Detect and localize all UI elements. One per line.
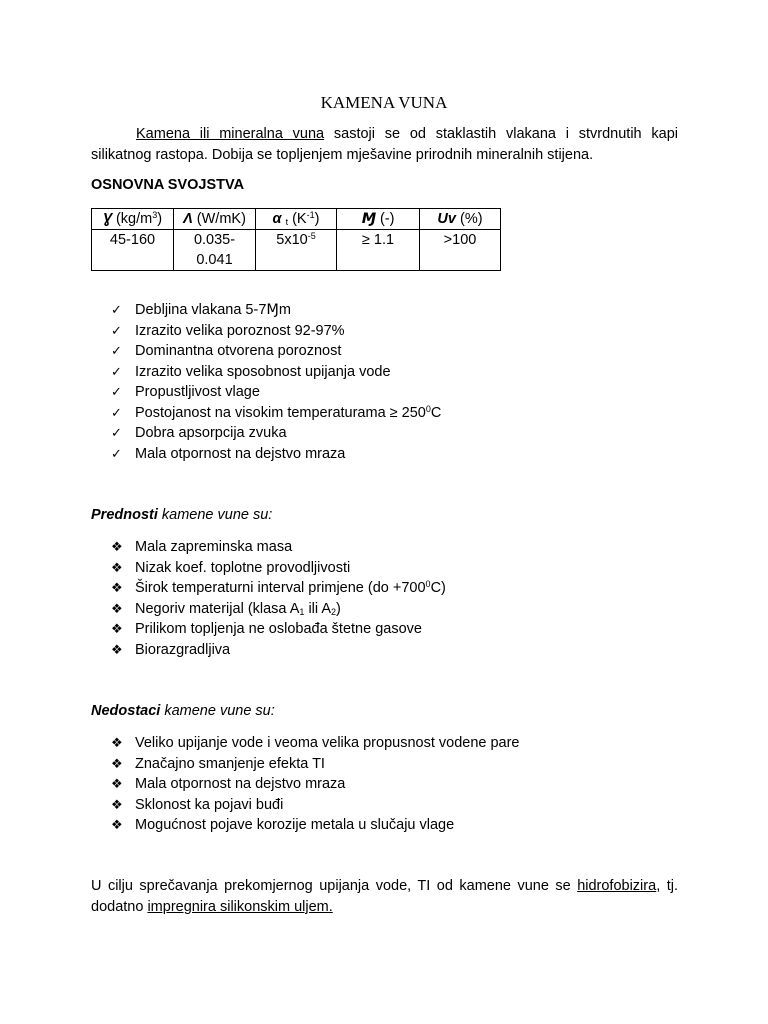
checkmark-icon: ✓ (111, 303, 122, 318)
checkmark-icon: ✓ (111, 364, 122, 380)
underlined-term-hydrophobize: hidrofobizira (577, 878, 657, 894)
list-item: ✓ Postojanost na visokim temperaturama ≥ $250^0C$ (111, 403, 441, 424)
value-absorption: >100 (420, 230, 501, 271)
diamond-bullet-icon: ❖ (111, 756, 123, 772)
underlined-term-impregnate: impregnira silikonskim uljem. (147, 899, 333, 915)
table-value-row (92, 230, 501, 271)
value-diffusion: ≥ 1.1 (337, 230, 420, 271)
value-density: 45-160 (92, 230, 174, 271)
value-expansion: $5x10^{-5}$ (256, 230, 337, 271)
list-item: ✓ Izrazito velika poroznost 92-97% (111, 321, 441, 342)
section-heading-properties: OSNOVNA SVOJSTVA (91, 177, 245, 193)
diamond-bullet-icon: ❖ (111, 642, 123, 658)
list-item: ✓ Dominantna otvorena poroznost (111, 341, 441, 362)
checkmark-icon: ✓ (111, 323, 122, 339)
list-item: ❖ Biorazgradljiva (111, 640, 446, 661)
list-item: ✓ Mala otpornost na dejstvo mraza (111, 444, 441, 465)
checkmark-icon: ✓ (111, 405, 122, 421)
checkmark-icon: ✓ (111, 426, 122, 441)
checkmark-icon: ✓ (111, 344, 122, 359)
list-item: ❖ Sklonost ka pojavi buđi (111, 795, 520, 816)
diamond-bullet-icon: ❖ (111, 622, 123, 637)
list-item: ❖ Mogućnost pojave korozije metala u slučaju vlage (111, 815, 520, 836)
header-absorption: Uv (%) (420, 209, 501, 230)
diamond-bullet-icon: ❖ (111, 818, 123, 833)
value-conductivity: 0.035- 0.041 (174, 230, 256, 271)
list-item: ❖ Mala zapreminska masa (111, 537, 446, 558)
header-expansion: α $_t$ $(K^{-1})$ (256, 209, 337, 230)
diamond-bullet-icon: ❖ (111, 581, 123, 596)
list-item: ✓ Dobra apsorpcija zvuka (111, 423, 441, 444)
diamond-bullet-icon: ❖ (111, 736, 123, 751)
diamond-bullet-icon: ❖ (111, 540, 123, 555)
list-item: ❖ Veliko upijanje vode i veoma velika propusnost vodene pare (111, 733, 520, 754)
intro-underlined-term: Kamena ili mineralna vuna (136, 126, 325, 142)
closing-paragraph: U cilju sprečavanja prekomjernog upijanja vode, TI od kamene vune se hidrofobizira, tj. dodatno impregnira silikonskim uljem. (91, 878, 678, 915)
list-item: ✓ Propustljivost vlage (111, 382, 441, 403)
header-diffusion: Ɱ (-) (337, 209, 420, 230)
diamond-bullet-icon: ❖ (111, 777, 123, 792)
list-item: ❖ Nizak koef. toplotne provodljivosti (111, 558, 446, 579)
document-title: KAMENA VUNA (320, 93, 448, 112)
list-item: ❖ Negoriv materijal (klasa $A_1$ ili $A_2$) (111, 599, 446, 620)
header-conductivity: Λ (W/mK) (174, 209, 256, 230)
header-density: Ɣ $(kg/m^3)$ (92, 209, 174, 230)
table-header-row (92, 209, 501, 230)
properties-table (91, 208, 501, 271)
list-item: ✓ Debljina vlakana 5-7Ɱm (111, 300, 441, 321)
diamond-bullet-icon: ❖ (111, 601, 123, 617)
list-item: ❖ Značajno smanjenje efekta TI (111, 754, 520, 775)
advantages-list (111, 537, 446, 660)
list-item: ✓ Izrazito velika sposobnost upijanja vode (111, 362, 441, 383)
list-item: ❖ Mala otpornost na dejstvo mraza (111, 774, 520, 795)
disadvantages-list (111, 733, 520, 836)
list-item: ❖ Prilikom topljenja ne oslobađa štetne gasove (111, 619, 446, 640)
checkmark-icon: ✓ (111, 446, 122, 462)
properties-list (111, 300, 441, 464)
diamond-bullet-icon: ❖ (111, 560, 123, 576)
disadvantages-heading: Nedostaci kamene vune su: (91, 703, 275, 719)
checkmark-icon: ✓ (111, 385, 122, 400)
list-item: ❖ Širok temperaturni interval primjene $(do +700^0C)$ (111, 578, 446, 599)
diamond-bullet-icon: ❖ (111, 797, 123, 813)
intro-text: sastoji se od staklastih vlakana i stvrdnutih kapi silikatnog rastopa. Dobija se topljenjem mješavine prirodnih mineralnih stijena. (91, 126, 678, 163)
advantages-heading: Prednosti kamene vune su: (91, 507, 273, 523)
intro-paragraph (91, 124, 678, 166)
